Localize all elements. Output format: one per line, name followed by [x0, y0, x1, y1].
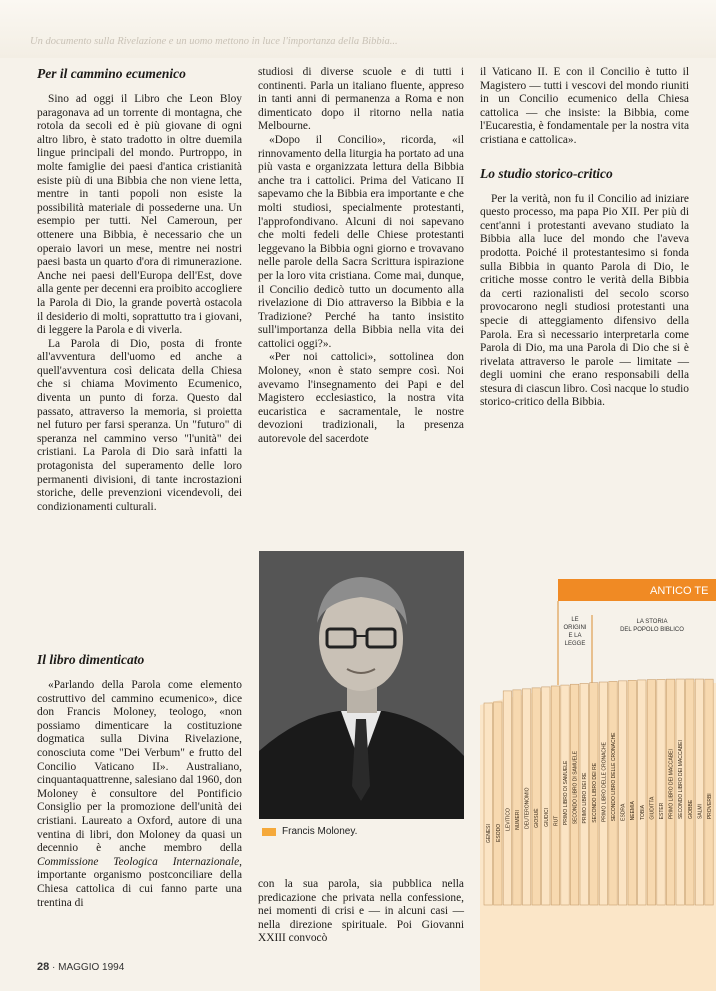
book-spine: [513, 690, 521, 905]
bible-books-infographic: [470, 575, 716, 991]
book-title: ESODO: [495, 823, 502, 842]
book-title: SECONDO LIBRO DELLE CRONACHE: [611, 732, 617, 822]
book-title: ESTER: [659, 802, 665, 820]
book-spine: [542, 687, 550, 905]
portrait-photo: [259, 551, 464, 819]
book-title: PRIMO LIBRO DEI MACCABEI: [668, 749, 675, 820]
book-title: GIOSUÈ: [534, 808, 541, 828]
book-title: ESDRA: [620, 803, 627, 821]
book-title: PRIMO LIBRO DELLE CRONACHE: [601, 741, 608, 823]
group-1-label-line: LEGGE: [564, 641, 586, 647]
book-title: SALMI: [697, 804, 704, 820]
top-strip: [0, 0, 716, 58]
book-title: TOBIA: [639, 805, 646, 820]
section-heading-ecumenico: Per il cammino ecumenico: [37, 66, 186, 81]
paragraph: Sino ad oggi il Libro che Leon Bloy paragonava ad un torrente di montagna, che rotola da secoli ed è più giovane di ogni altro libro, è stato tradotto in oltre duemila lingue principali del mondo. Purtroppo, in molte famiglie dei paesi d'antica cristianità esiste più di una Bibbia che non viene letta, mentre in tanti popoli non esiste la possibilità materiale di possederne una. Un esempio per tutti. Nel Cameroun, per ottenere una Bibbia, è necessario che un operaio lavori un mese, mentre nei nostri paesi basta un quarto d'ora di rimunerazione. Anche nei paesi dell'Europa dell'Est, dove alla gente per decenni era proibito accogliere la Parola di Dio, la grande povertà ostacola il desiderio di molti, soprattutto tra i giovani, di leggere la Parola e di viverla.: [37, 93, 242, 337]
book-spine: [647, 680, 655, 905]
group-1-label-line: ORIGINI: [563, 625, 587, 631]
book-title: GIOBBE: [687, 799, 694, 820]
book-title: GIUDITTA: [649, 796, 656, 820]
group-label-storia: [620, 619, 684, 633]
photo-caption: Francis Moloney.: [262, 826, 357, 837]
book-spine: [484, 703, 492, 905]
paragraph: studiosi di diverse scuole e di tutti i continenti. Parla un italiano fluente, appreso in tanti anni di permanenza a Roma e non dimenticato dopo il ritorno nella natia Melbourne.: [258, 66, 464, 133]
column-1: [37, 66, 242, 514]
book-title: PRIMO LIBRO DEI RE: [582, 772, 589, 824]
group-1-label-line: E LA: [568, 633, 582, 639]
section-heading-studio: Lo studio storico-critico: [480, 165, 613, 181]
book-spine: [532, 688, 540, 905]
book-title: DEUTERONOMIO: [524, 787, 531, 829]
book-spine: [494, 702, 502, 905]
section-heading-libro: Il libro dimenticato: [37, 652, 145, 667]
book-spine: [551, 686, 559, 905]
book-title: PROVERBI: [707, 793, 713, 820]
book-title: SECONDO LIBRO DEI RE: [591, 762, 598, 823]
paragraph: con la sua parola, sia pubblica nella predicazione che privata nella confessione, nei momenti di crisi e — in alcuni casi — nella direzione spirituale. Poi Giovanni XXIII convocò: [258, 878, 464, 945]
group-2-label-line: LA STORIA: [636, 619, 668, 625]
book-spine: [657, 679, 665, 905]
paragraph: La Parola di Dio, posta di fronte all'avventura dell'uomo ed anche a quell'avventura così delicata della Chiesa che si chiama Movimento Ecumenico, diventa un punto di forza. Questo dal passato, attraverso la memoria, si proietta nel futuro per farsi speranza. Un "futuro" di speranza nel cammino verso "l'unità" dei cristiani. La Parola di Dio sarà infatti la protagonista del superamento delle loro permanenti divisioni, di tante incrostazioni storiche, delle prevenzioni vicendevoli, dei condizionamenti culturali.: [37, 337, 242, 513]
book-spine: [638, 680, 646, 905]
group-2-label-line: DEL POPOLO BIBLICO: [620, 627, 684, 633]
book-title: GENESI: [486, 824, 493, 843]
page-number: 28: [37, 961, 50, 973]
portrait-illustration: [259, 551, 464, 819]
book-title: NEEMIA: [630, 801, 637, 821]
book-title: LEVITICO: [505, 808, 512, 831]
caption-swatch: [262, 828, 276, 836]
book-title: RUT: [553, 815, 560, 826]
group-label-origini: [563, 617, 586, 647]
page-footer: [37, 961, 124, 973]
book-title: PRIMO LIBRO DI SAMUELE: [563, 760, 569, 826]
bleed-through-text: Un documento sulla Rivelazione e un uomo mettono in luce l'importanza della Bibbia...: [30, 36, 398, 47]
column-1-lower: [37, 652, 242, 910]
issue-date: · MAGGIO 1994: [52, 962, 125, 973]
book-spine: [628, 680, 636, 905]
paragraph: Per la verità, non fu il Concilio ad iniziare questo processo, ma papa Pio XII. Per più di cent'anni i protestanti avevano studiato la Bibbia alla luce del mondo che l'aveva prodotta. Poiché il protestantesimo si fonda sulla Bibbia in quanto Parola di Dio, le critiche mosse contro le verità della Bibbia da certi razionalisti del secolo scorso provocarono negli studiosi protestanti una specie di atteggiamento difensivo della Parola. Era sì necessario interpretarla come Parola di Dio, ma una Parola di Dio che si è rivelata attraverso le parole — limitate — degli uomini che erano responsabili della stesura di ciascun libro. Così nacque lo studio storico-critico della Bibbia.: [480, 192, 689, 409]
group-1-label-line: LE: [571, 617, 579, 623]
book-spine: [705, 679, 713, 905]
book-spine: [695, 679, 703, 905]
banner-label: ANTICO TE: [650, 585, 709, 597]
book-spine: [618, 681, 626, 905]
column-2: [258, 66, 464, 447]
paragraph: «Dopo il Concilio», ricorda, «il rinnovamento della liturgia ha portato ad una più vasta e organizzata lettura della Bibbia anche tra i cattolici. Prima del Vaticano II sapevamo che la Bibbia era importante e che molti studiosi, specialmente protestanti, l'approfondivano. Alcuni di noi sapevano che molti fedeli delle Chiese protestanti leggevano la Bibbia ogni giorno e trovavano nelle parole della Sacra Scrittura ispirazione per la loro vita cristiana. Come mai, dunque, il Concilio dedicò tutto un documento alla rivelazione di Dio attraverso la Bibbia e la Tradizione? Perché ha tanto insistito sull'importanza della Bibbia nella vita dei cattolici oggi?».: [258, 133, 464, 350]
paragraph: il Vaticano II. E con il Concilio è tutto il Magistero — tutti i vescovi del mondo riuniti in un Concilio ecumenico della Chiesa cattolica — che insiste: la Bibbia, come l'Eucarestia, è fondamentale per la nostra vita cristiana e cattolica».: [480, 66, 689, 146]
paragraph: «Per noi cattolici», sottolinea don Moloney, «non è stato sempre così. Noi avevamo l'insegnamento dei Papi e del Magistero ecclesiastico, la nostra vita eucaristica e sacramentale, le nostre devozioni tradizionali, la presenza autorevole del sacerdote: [258, 351, 464, 446]
book-title: SECONDO LIBRO DI SAMUELE: [572, 750, 579, 825]
book-title: NUMERI: [515, 810, 521, 830]
book-title: SECONDO LIBRO DEI MACCABEI: [678, 740, 685, 820]
column-3: [480, 66, 689, 410]
column-2-lower: [258, 878, 464, 946]
book-spine: [686, 679, 694, 905]
book-spine: [503, 691, 511, 905]
book-title: GIUDICI: [543, 808, 550, 827]
paragraph: «Parlando della Parola come elemento costruttivo del cammino ecumenico», dice don Francis Moloney, teologo, «non possiamo dimenticare la costituzione dogmatica sulla Divina Rivelazione, conosciuta come "Dei Verbum" e frutto del Concilio Vaticano II». Australiano, cinquantaquattrenne, salesiano dal 1960, don Moloney è consultore del Pontificio Consiglio per la promozione dell'unità dei cristiani. Laureato a Oxford, autore di una ventina di libri, don Moloney da quasi un decennio è anche membro della Commissione Teologica Internazionale, importante organismo postconciliare della Chiesa cattolica di cui fanno parte una trentina di: [37, 679, 242, 909]
